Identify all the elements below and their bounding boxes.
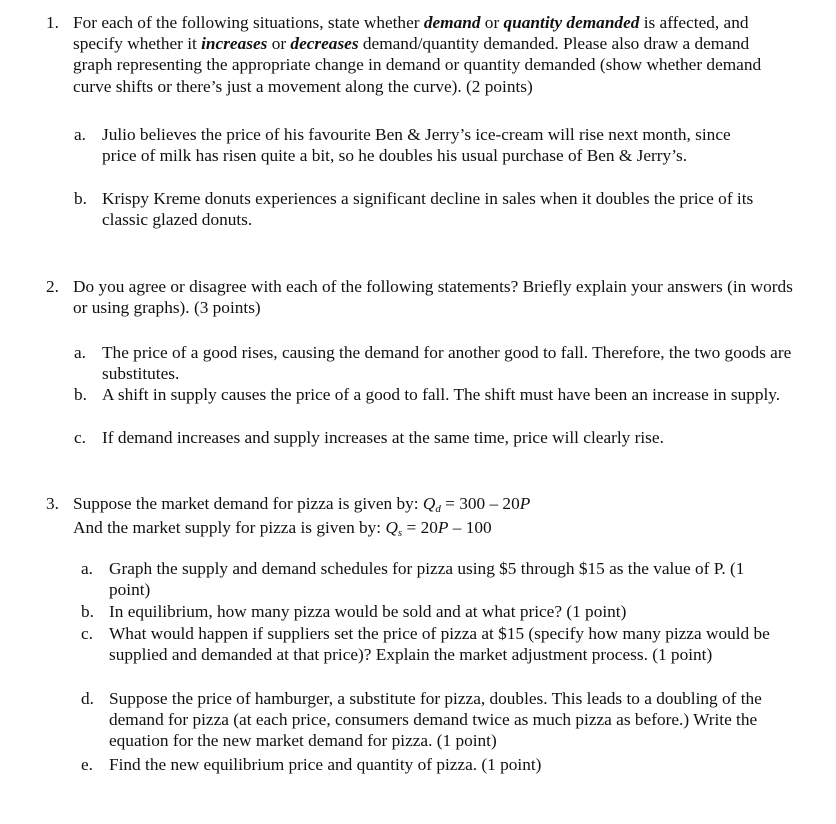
question-3-text — [73, 493, 793, 541]
q1-text-part: For each of the following situations, state whether — [73, 13, 424, 32]
question-2-number: 2. — [46, 277, 59, 296]
q1-text-part: or — [480, 13, 504, 32]
q1-text-part: demand/quantity demanded. Please also draw a demand graph representing the appropriate change in demand or quantity demanded (show whether demand curve shifts or there’s just a movement along the curve). (2 points) — [73, 34, 762, 96]
item-letter: c. — [81, 624, 93, 643]
item-text: If demand increases and supply increases at the same time, price will clearly rise. — [102, 428, 664, 447]
demand-term: demand — [423, 13, 481, 32]
item-letter: b. — [81, 602, 94, 621]
price-symbol: P — [519, 494, 531, 513]
question-3-number: 3. — [46, 494, 59, 513]
item-letter: b. — [74, 385, 87, 404]
q1-text-part: is affected, and specify whether it — [73, 13, 749, 54]
supply-equation-line — [73, 517, 793, 541]
demand-equation-line — [73, 493, 793, 517]
question-1-text — [73, 12, 789, 97]
item-text: Krispy Kreme donuts experiences a significant decline in sales when it doubles the price of its classic glazed donuts. — [102, 189, 754, 230]
item-text: A shift in supply causes the price of a good to fall. The shift must have been an increase in supply. — [102, 385, 781, 404]
qs-subscript: s — [397, 527, 403, 540]
item-letter: a. — [81, 559, 93, 578]
question-1-number: 1. — [46, 13, 59, 32]
item-letter: e. — [81, 755, 93, 774]
demand-prefix: Suppose the market demand for pizza is given by: — [73, 494, 423, 513]
item-text: What would happen if suppliers set the price of pizza at $15 (specify how many pizza would be supplied and demanded at that price)? Explain the market adjustment process. (1 point) — [109, 624, 770, 665]
item-text: Graph the supply and demand schedules for pizza using $5 through $15 as the value of P. (1 point) — [109, 559, 745, 600]
increases-term: increases — [201, 34, 268, 54]
supply-equation-end: – 100 — [448, 518, 492, 538]
supply-prefix: And the market supply for pizza is given by: — [73, 518, 386, 538]
price-symbol: P — [437, 518, 449, 538]
qd-symbol: Q — [422, 494, 436, 513]
item-text: Find the new equilibrium price and quantity of pizza. (1 point) — [109, 755, 542, 774]
quantity-demanded-term: quantity demanded — [503, 13, 640, 32]
item-text: The price of a good rises, causing the demand for another good to fall. Therefore, the two goods are substitutes. — [102, 343, 792, 384]
item-text: In equilibrium, how many pizza would be sold and at what price? (1 point) — [109, 602, 627, 621]
item-text: Suppose the price of hamburger, a substitute for pizza, doubles. This leads to a doubling of the demand for pizza (at each price, consumers demand twice as much pizza as before.) Write the equation for the new market demand for pizza. (1 point) — [109, 689, 762, 751]
decreases-term: decreases — [290, 34, 359, 54]
item-text: Julio believes the price of his favourite Ben & Jerry’s ice-cream will rise next month, since price of milk has risen quite a bit, so he doubles his usual purchase of Ben & Jerry’s. — [102, 125, 731, 166]
demand-equation: = 300 – 20 — [440, 494, 520, 513]
q1-text-part: or — [267, 34, 291, 54]
item-letter: d. — [81, 689, 94, 708]
supply-equation: = 20 — [402, 518, 438, 538]
qs-symbol: Q — [385, 518, 398, 538]
item-letter: b. — [74, 189, 87, 208]
item-letter: c. — [74, 428, 86, 447]
item-letter: a. — [74, 343, 86, 362]
question-2-text: Do you agree or disagree with each of the following statements? Briefly explain your answers (in words or using graphs). (3 points) — [73, 277, 793, 318]
item-letter: a. — [74, 125, 86, 144]
qd-subscript: d — [435, 503, 441, 515]
